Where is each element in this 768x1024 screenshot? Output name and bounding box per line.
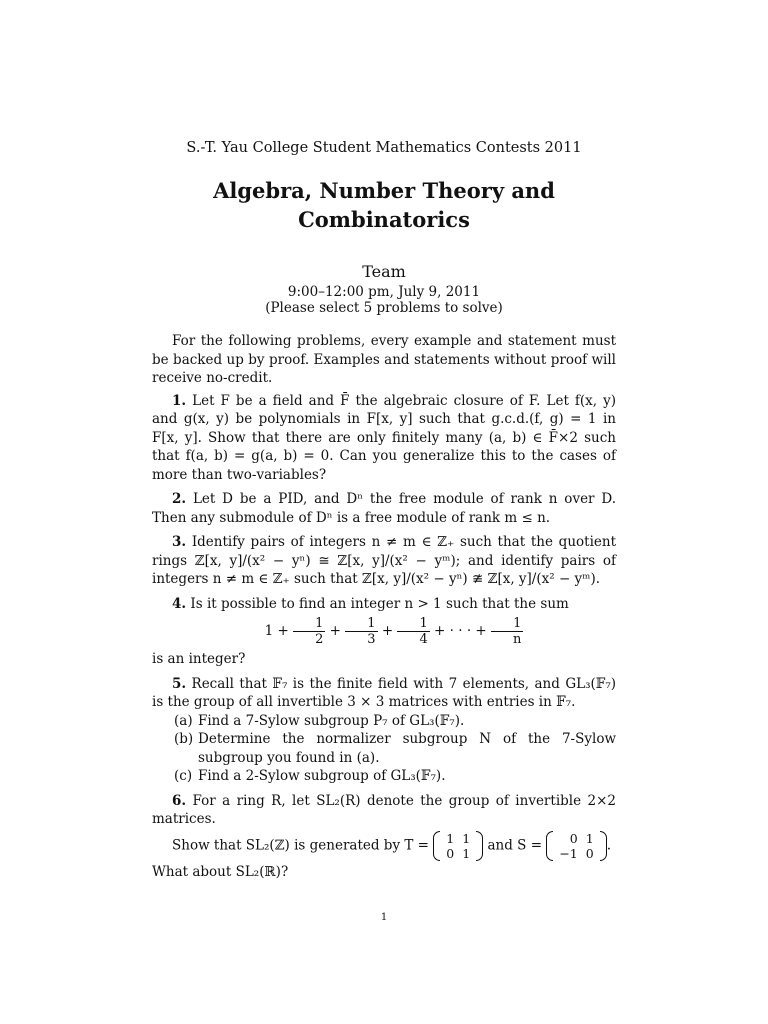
problem-5 — [152, 675, 616, 786]
problem-text: Let D be a PID, and Dⁿ the free module of rank n over D. Then any submodule of Dⁿ is a free module of rank m ≤ n. — [152, 491, 616, 526]
fraction — [345, 616, 377, 647]
page-number: 1 — [380, 912, 388, 923]
numerator: 1 — [397, 616, 429, 632]
harmonic-sum — [152, 616, 616, 647]
problem-number: 3. — [172, 534, 187, 550]
matrix-entry: 0 — [569, 830, 578, 846]
denominator: n — [513, 632, 522, 647]
matrix-entry: 1 — [462, 830, 471, 846]
matrix-entry: −1 — [559, 845, 578, 861]
problem-text-after: is an integer? — [152, 651, 246, 667]
sum-lead: 1 + — [264, 623, 289, 639]
sub-items — [152, 712, 616, 786]
title-line-1: Algebra, Number Theory and — [213, 178, 555, 203]
ellipsis: + · · · + — [434, 623, 487, 639]
sub-item-label: (b) — [174, 731, 194, 747]
sub-item-a — [174, 712, 616, 731]
sub-item-label: (a) — [174, 712, 193, 729]
problem-text: For a ring R, let SL₂(R) denote the group of invertible 2×2 matrices. — [152, 792, 616, 827]
problem-text: Identify pairs of integers n ≠ m ∈ ℤ₊ such that the quotient rings ℤ[x, y]/(x² − yⁿ) ≅ ℤ[x, y]/(x² − yᵐ); and identify pairs of integers n ≠ m ∈ ℤ₊ such that ℤ[x, y]/(x² − yⁿ) ≇ ℤ[x, y]/(x² − yᵐ). — [152, 534, 616, 587]
problem-number: 4. — [172, 595, 187, 612]
matrix-entry: 0 — [585, 845, 594, 861]
denominator: 4 — [419, 632, 428, 647]
numerator: 1 — [491, 616, 523, 632]
fraction — [491, 616, 523, 647]
denominator: 2 — [315, 632, 324, 647]
generator-line — [152, 831, 616, 861]
problem-2 — [152, 490, 616, 527]
numerator: 1 — [345, 616, 377, 632]
plus-sign: + — [329, 623, 341, 639]
fraction — [293, 616, 325, 647]
plus-sign: + — [381, 623, 394, 639]
sub-item-label: (c) — [174, 768, 193, 784]
matrix-entry: 0 — [446, 845, 455, 861]
sub-item-text: Determine the normalizer subgroup N of the 7-Sylow subgroup you found in (a). — [198, 731, 616, 766]
numerator: 1 — [293, 616, 325, 632]
problem-number: 1. — [172, 392, 187, 409]
sub-item-text: Find a 2-Sylow subgroup of GL₃(𝔽₇). — [198, 768, 446, 784]
matrix-entry: 1 — [462, 845, 471, 861]
intro-paragraph: For the following problems, every example and statement must be backed up by proof. Examples and statements without proof will receive no-credit. — [152, 333, 616, 386]
selection-note: (Please select 5 problems to solve) — [265, 300, 503, 316]
problem-6 — [152, 792, 616, 882]
problem-number: 2. — [172, 491, 187, 507]
problem-number: 6. — [172, 792, 187, 809]
sub-item-c — [174, 767, 616, 786]
matrix-entry: 1 — [585, 830, 594, 846]
denominator: 3 — [367, 632, 376, 647]
exam-time: 9:00–12:00 pm, July 9, 2011 — [287, 284, 481, 300]
sub-item-text: Find a 7-Sylow subgroup P₇ of GL₃(𝔽₇). — [198, 712, 465, 729]
problem-3 — [152, 533, 616, 589]
body-text — [152, 332, 616, 881]
matrix-entry: 1 — [446, 830, 455, 846]
problem-text: Recall that 𝔽₇ is the finite field with 7 elements, and GL₃(𝔽₇) is the group of all invertible 3 × 3 matrices with entries in 𝔽₇. — [152, 675, 617, 710]
contest-name: S.-T. Yau College Student Mathematics Contests 2011 — [186, 140, 582, 156]
problem-4 — [152, 595, 616, 669]
and-text: and S = — [487, 837, 543, 853]
matrix-t — [433, 831, 483, 861]
matrix-s — [546, 831, 606, 861]
page-title — [0, 176, 768, 234]
problem-1 — [152, 392, 616, 485]
fraction — [397, 616, 429, 647]
problem-number: 5. — [172, 675, 187, 692]
team-label: Team — [362, 262, 406, 281]
problem-text: Is it possible to find an integer n > 1 such that the sum — [190, 595, 569, 612]
problem-text-after: What about SL₂(ℝ)? — [152, 863, 289, 880]
sub-item-b — [174, 730, 616, 767]
title-line-2: Combinatorics — [298, 207, 470, 232]
problem-text: Let F be a field and F̄ the algebraic closure of F. Let f(x, y) and g(x, y) be polynomials in F[x, y] such that g.c.d.(f, g) = 1 in F[x, y]. Show that there are only finitely many (a, b) ∈ F̄×2 such that f(a, b) = g(a, b) = 0. Can you generalize this to the cases of more than two-variables? — [152, 392, 616, 483]
generator-text: Show that SL₂(ℤ) is generated by T = — [172, 837, 429, 853]
period: . — [606, 837, 611, 853]
